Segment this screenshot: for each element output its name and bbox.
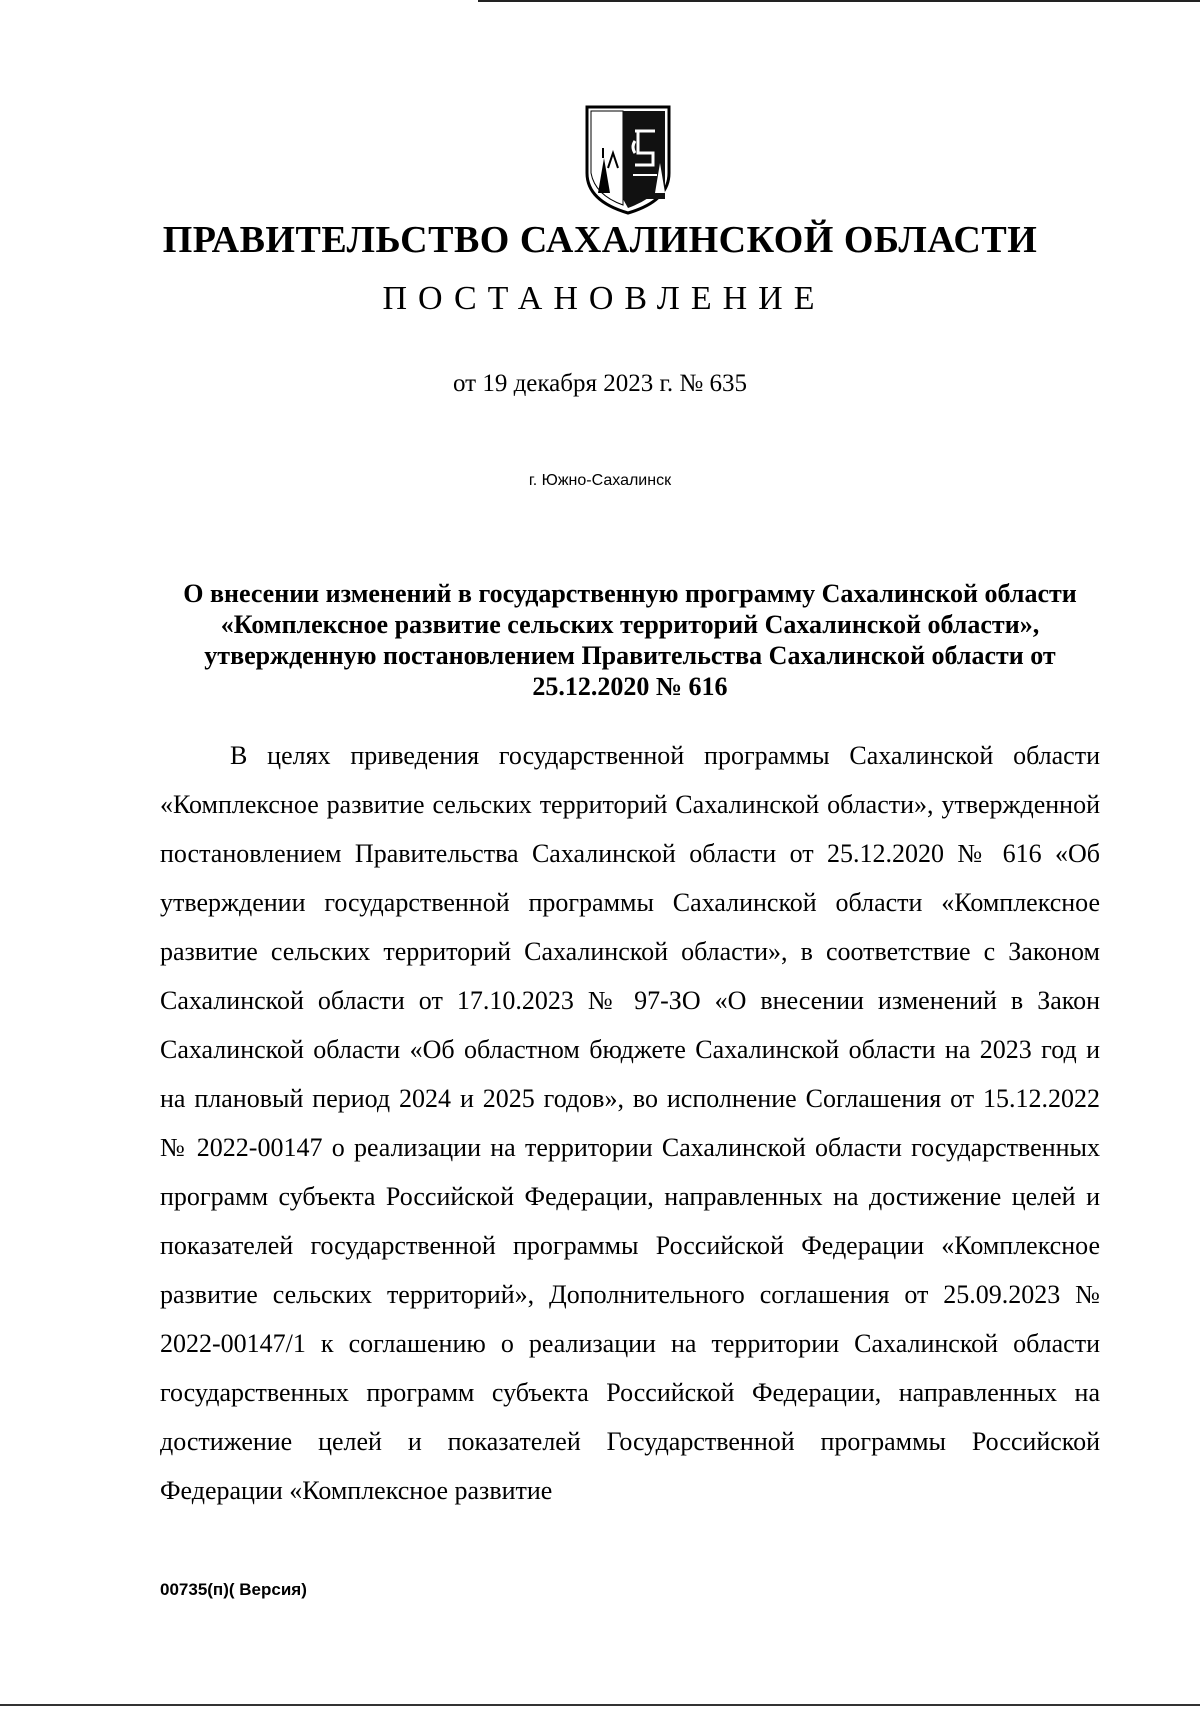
bottom-border-line [0, 1704, 1200, 1706]
document-city: г. Южно-Сахалинск [528, 472, 672, 489]
document-type: ПОСТАНОВЛЕНИЕ [382, 280, 826, 317]
organization-name: ПРАВИТЕЛЬСТВО САХАЛИНСКОЙ ОБЛАСТИ [162, 219, 1038, 261]
footer-document-code: 00735(п)( Версия) [160, 1580, 307, 1599]
top-border-line [478, 0, 1200, 6]
document-date-number: от 19 декабря 2023 г. № 635 [452, 370, 748, 397]
body-paragraph: В целях приведения государственной программы Сахалинской области «Комплексное развитие сельских территорий Сахалинской области», утвержденной постановлением Правительства Сахалинской области от 25.12.2020 № 616 «Об утверждении государственной программы Сахалинской области «Комплексное развитие сельских территорий Сахалинской области», в соответствие с Законом Сахалинской области от 17.10.2023 № 97-ЗО «О внесении изменений в Закон Сахалинской области «Об областном бюджете Сахалинской области на 2023 год и на плановый период 2024 и 2025 годов», во исполнение Соглашения от 15.12.2022 № 2022-00147 о реализации на территории Сахалинской области государственных программ субъекта Российской Федерации, направленных на достижение целей и показателей государственной программы Российской Федерации «Комплексное развитие сельских территорий», Дополнительного соглашения от 25.09.2023 № 2022-00147/1 к соглашению о реализации на территории Сахалинской области государственных программ субъекта Российской Федерации, направленных на достижение целей и показателей Государственной программы Российской Федерации «Комплексное развитие [160, 741, 1100, 1505]
coat-of-arms-icon [583, 103, 673, 216]
document-title: О внесении изменений в государственную программу Сахалинской области «Комплексное развитие сельских территорий Сахалинской области», утвержденную постановлением Правительства Сахалинской области от 25.12.2020 № 616 [183, 579, 1077, 701]
